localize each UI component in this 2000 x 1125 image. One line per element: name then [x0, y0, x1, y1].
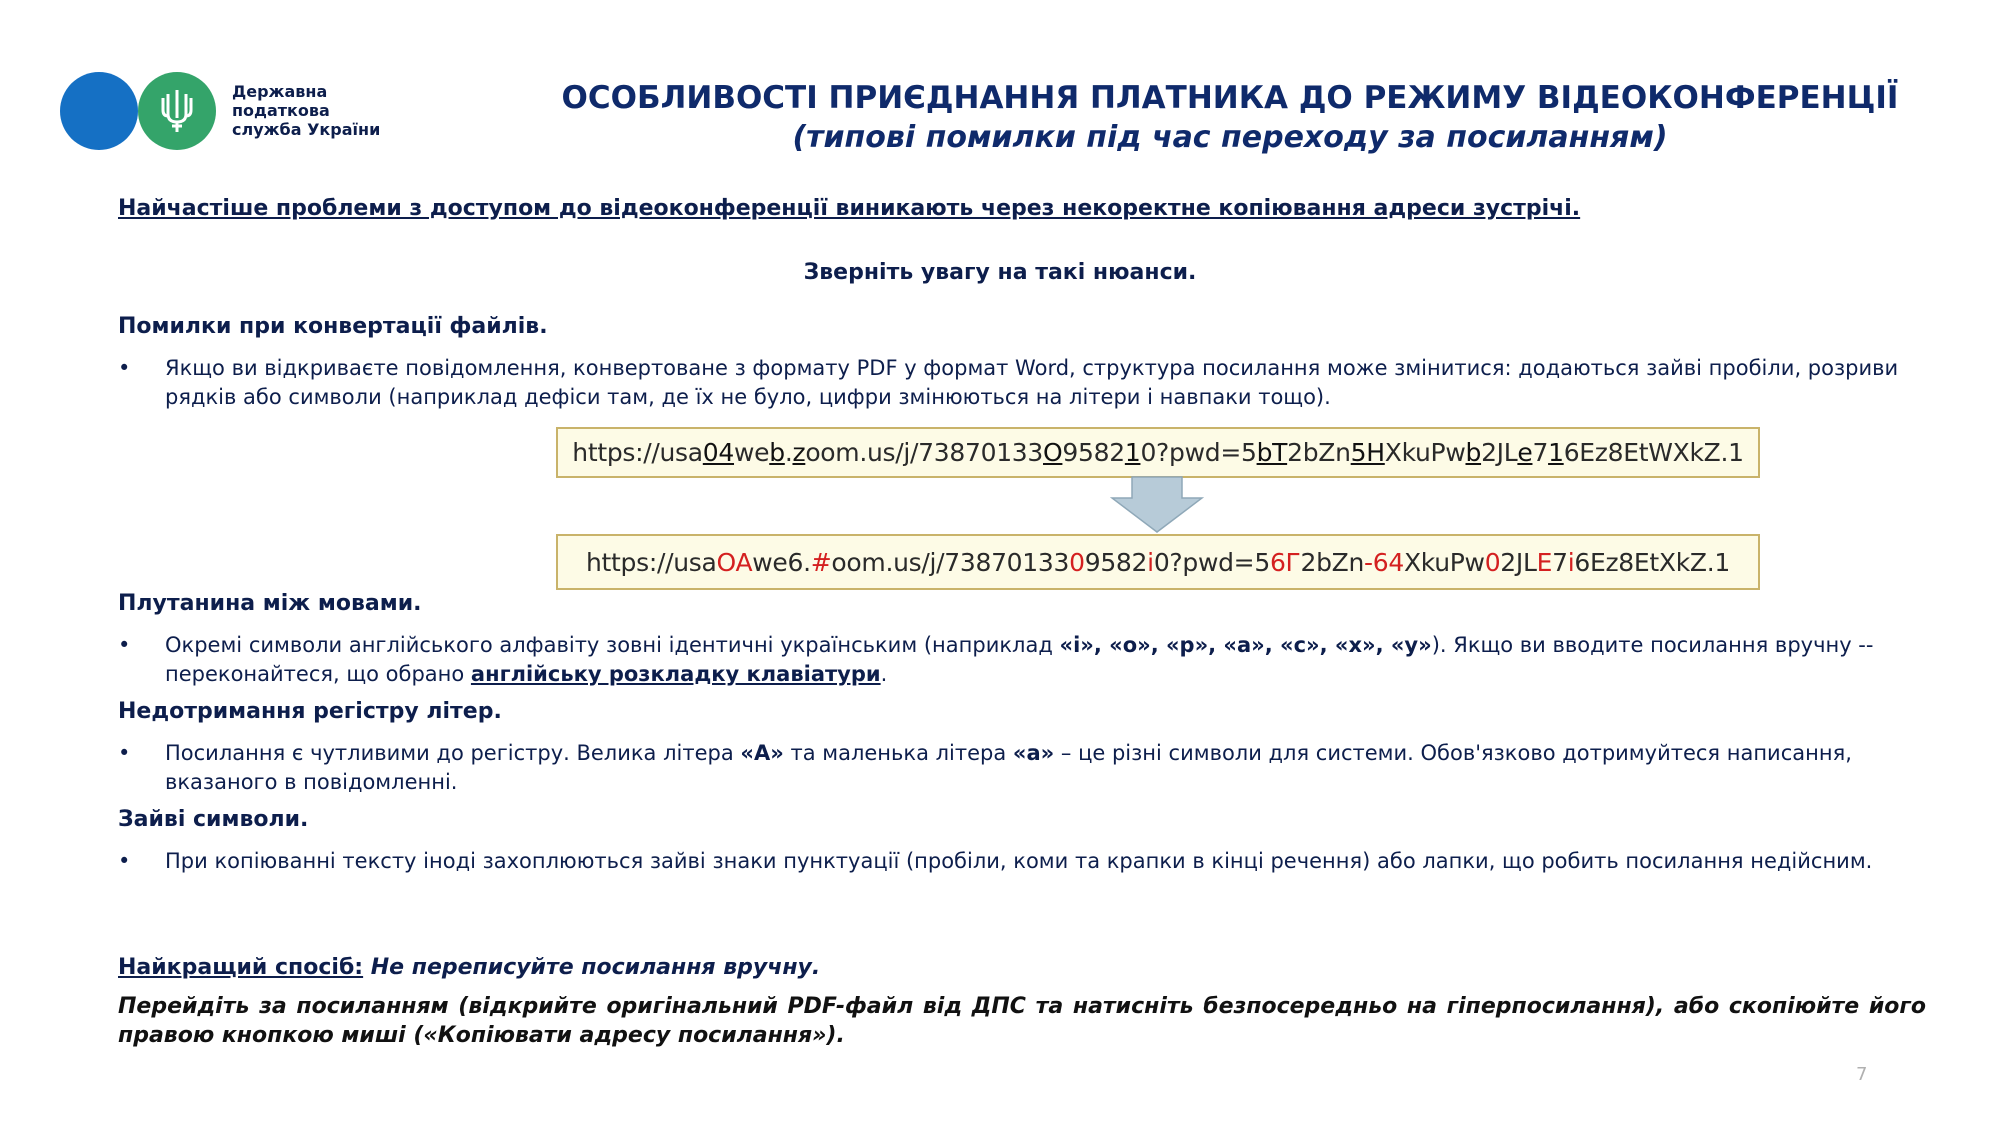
url-part: 6Ez8EtWXkZ.1 [1563, 438, 1744, 467]
text-span: Окремі символи англійського алфавіту зовні ідентичні українським (наприклад [165, 633, 1060, 657]
url-part: 2JL [1481, 438, 1518, 467]
best-practice-label: Найкращий спосіб: [118, 955, 364, 980]
attention-note: Зверніть увагу на такі нюанси. [803, 260, 1197, 285]
section-heading-extra-symbols: Зайві символи. [118, 807, 309, 832]
url-error-part: 6Г [1269, 547, 1301, 577]
url-error-part: i [1567, 547, 1575, 577]
url-part: 0?pwd=5 [1153, 547, 1270, 577]
text-span: ). Якщо ви вводите посилання вручну -- переконайтеся, що обрано [165, 633, 1874, 686]
url-part: 9582 [1062, 438, 1125, 467]
url-part: XkuPw [1403, 547, 1485, 577]
section-heading-conversion: Помилки при конвертації файлів. [118, 314, 548, 339]
text-span: Посилання є чутливими до регістру. Велика літера [165, 741, 741, 765]
bullet-dot: • [118, 741, 131, 765]
url-error-part: 0 [1069, 547, 1085, 577]
url-part: . [784, 438, 793, 467]
url-part: 0?pwd=5 [1140, 438, 1257, 467]
url-part-underlined: b [1465, 438, 1482, 467]
url-part: 2bZn [1300, 547, 1365, 577]
url-part-underlined: z [792, 438, 806, 467]
final-instruction: Перейдіть за посиланням (відкрийте оригінальний PDF-файл від ДПС та натисніть безпосередньо на гіперпосилання), або скопіюйте його правою кнопкою миші («Копіювати адресу посилання»). [118, 994, 1926, 1048]
bullet-dot: • [118, 633, 131, 657]
url-part-underlined: b [769, 438, 785, 467]
page-subtitle: (типові помилки під час переходу за посиланням) [792, 120, 1668, 155]
correct-url-box [556, 427, 1760, 478]
section-heading-languages: Плутанина між мовами. [118, 591, 422, 616]
bullet-conversion [118, 354, 1918, 412]
url-part: 7 [1532, 438, 1549, 467]
bullet-languages [118, 631, 1918, 689]
page-title: ОСОБЛИВОСТІ ПРИЄДНАННЯ ПЛАТНИКА ДО РЕЖИМУ ВІДЕОКОНФЕРЕНЦІЇ [561, 80, 1899, 116]
url-error-part: E [1536, 547, 1553, 577]
text-span: – це різні символи для системи. Обов'язково дотримуйтеся написання, вказаного в повідомленні. [165, 741, 1852, 794]
page-number: 7 [1856, 1064, 1868, 1085]
url-part-underlined: 1 [1124, 438, 1141, 467]
url-part: https://usa [586, 547, 717, 577]
url-part-underlined: 5H [1350, 438, 1385, 467]
text-span: та маленька літера [783, 741, 1013, 765]
intro-statement: Найчастіше проблеми з доступом до відеоконференції виникають через некоректне копіювання адреси зустрічі. [118, 196, 1581, 221]
url-part: https://usa [572, 438, 703, 467]
url-error-part: OA [716, 547, 753, 577]
url-error-part: -64 [1364, 547, 1404, 577]
url-part: 9582 [1084, 547, 1148, 577]
best-practice [118, 955, 820, 980]
uppercase-example: «А» [740, 741, 784, 765]
url-part: we6. [752, 547, 811, 577]
trident-icon [160, 88, 194, 134]
url-part-underlined: bT [1256, 438, 1288, 467]
text-span: . [880, 662, 888, 686]
url-part: 6Ez8EtXkZ.1 [1574, 547, 1730, 577]
url-part-underlined: 1 [1548, 438, 1564, 467]
bullet-text: При копіюванні тексту іноді захоплюються зайві знаки пунктуації (пробіли, коми та крапки в кінці речення) або лапки, що робить посилання недійсним. [165, 849, 1873, 873]
url-part: 2JL [1500, 547, 1537, 577]
url-part-underlined: O [1043, 438, 1063, 467]
url-part: oom.us/j/73870133 [805, 438, 1044, 467]
dps-logo [60, 72, 400, 152]
bullet-dot: • [118, 849, 131, 873]
url-part: 2bZn [1287, 438, 1351, 467]
lowercase-example: «а» [1012, 741, 1055, 765]
url-error-part: i [1147, 547, 1154, 577]
bullet-extra-symbols [118, 847, 1918, 876]
url-error-part: 0 [1484, 547, 1501, 577]
url-part: XkuPw [1384, 438, 1466, 467]
bullet-text [165, 631, 1918, 689]
down-arrow-icon [1110, 476, 1204, 534]
logo-green-circle [138, 72, 216, 150]
logo-line-1: Державна [232, 82, 328, 101]
bullet-dot: • [118, 356, 131, 380]
url-part-underlined: e [1517, 438, 1533, 467]
logo-line-3: служба України [232, 120, 381, 139]
url-part-underlined: 04 [702, 438, 735, 467]
bullet-case [118, 739, 1918, 797]
url-part: 7 [1552, 547, 1568, 577]
url-part: we [734, 438, 770, 467]
bullet-text: Якщо ви відкриваєте повідомлення, конвертоване з формату PDF у формат Word, структура посилання може змінитися: додаються зайві пробіли, розриви рядків або символи (наприклад дефіси там, де їх не було, цифри змінюються на літери і навпаки тощо). [165, 356, 1899, 409]
broken-url-box [556, 534, 1760, 590]
url-part: oom.us/j/73870133 [831, 547, 1070, 577]
section-heading-case: Недотримання регістру літер. [118, 699, 502, 724]
keyboard-layout-emphasis: англійську розкладку клавіатури [470, 662, 881, 686]
url-error-part: # [810, 547, 832, 577]
logo-blue-circle [60, 72, 138, 150]
best-practice-text: Не переписуйте посилання вручну. [363, 955, 821, 980]
logo-text [232, 82, 380, 139]
letters-example: «і», «о», «р», «а», «с», «х», «у» [1059, 633, 1432, 657]
logo-line-2: податкова [232, 101, 330, 120]
bullet-text [165, 739, 1918, 797]
